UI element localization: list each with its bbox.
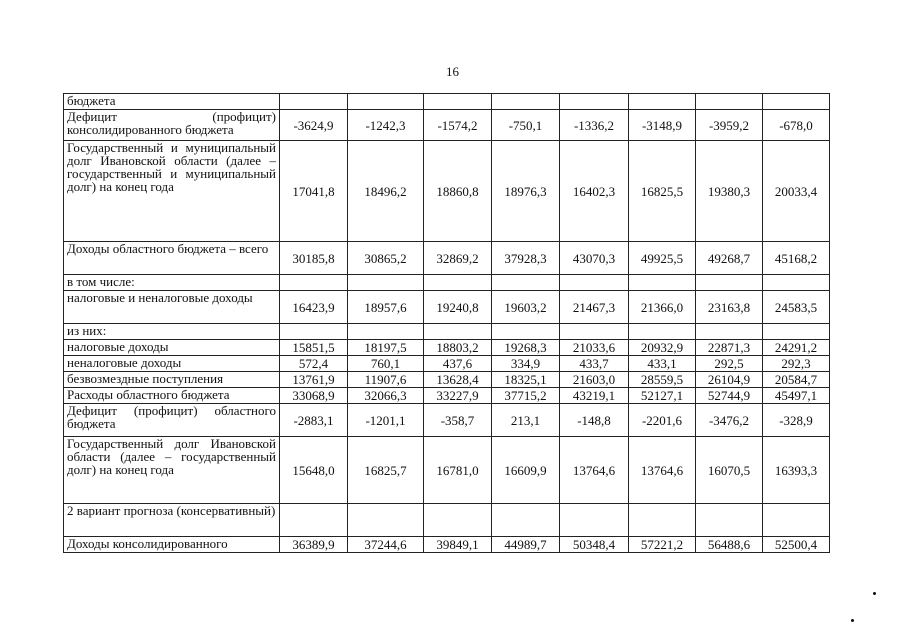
value-cell: 43070,3 [560, 242, 629, 275]
table-row [64, 275, 830, 291]
value-cell: 57221,2 [629, 537, 696, 553]
value-cell: 13764,6 [560, 437, 629, 504]
value-cell: 15851,5 [280, 340, 348, 356]
value-cell: 19603,2 [492, 291, 560, 324]
value-cell [424, 94, 492, 110]
value-cell: 13764,6 [629, 437, 696, 504]
table-row [64, 404, 830, 437]
value-cell: 21467,3 [560, 291, 629, 324]
value-cell: 433,1 [629, 356, 696, 372]
row-label: из них: [64, 324, 280, 340]
value-cell [696, 94, 763, 110]
value-cell: 16423,9 [280, 291, 348, 324]
value-cell [492, 324, 560, 340]
value-cell [696, 324, 763, 340]
value-cell: 433,7 [560, 356, 629, 372]
table-row [64, 537, 830, 553]
value-cell: 18957,6 [348, 291, 424, 324]
value-cell: -1242,3 [348, 110, 424, 141]
table-row [64, 356, 830, 372]
value-cell: 18325,1 [492, 372, 560, 388]
value-cell: 15648,0 [280, 437, 348, 504]
value-cell: -2201,6 [629, 404, 696, 437]
value-cell [348, 94, 424, 110]
value-cell: 19240,8 [424, 291, 492, 324]
value-cell: 334,9 [492, 356, 560, 372]
value-cell: 13628,4 [424, 372, 492, 388]
value-cell [492, 94, 560, 110]
value-cell: 30865,2 [348, 242, 424, 275]
row-label: Государственный и муниципальный долг Ивановской области (далее – государственный и муниципальный долг) на конец года [64, 141, 280, 242]
table-row [64, 388, 830, 404]
value-cell: 52127,1 [629, 388, 696, 404]
value-cell: 45497,1 [763, 388, 830, 404]
value-cell: 16781,0 [424, 437, 492, 504]
value-cell: 33227,9 [424, 388, 492, 404]
value-cell [560, 324, 629, 340]
value-cell [696, 275, 763, 291]
value-cell: 20932,9 [629, 340, 696, 356]
value-cell: 16825,5 [629, 141, 696, 242]
value-cell: 213,1 [492, 404, 560, 437]
value-cell: 50348,4 [560, 537, 629, 553]
value-cell: 36389,9 [280, 537, 348, 553]
scan-speck [851, 619, 854, 622]
value-cell: 33068,9 [280, 388, 348, 404]
table-row [64, 291, 830, 324]
table-row [64, 437, 830, 504]
value-cell: 45168,2 [763, 242, 830, 275]
value-cell [492, 504, 560, 537]
value-cell: -1336,2 [560, 110, 629, 141]
value-cell [763, 275, 830, 291]
value-cell: 572,4 [280, 356, 348, 372]
value-cell: 22871,3 [696, 340, 763, 356]
value-cell: 20584,7 [763, 372, 830, 388]
value-cell [560, 94, 629, 110]
row-label: Дефицит (профицит) консолидированного бюджета [64, 110, 280, 141]
value-cell: 16825,7 [348, 437, 424, 504]
value-cell: -3959,2 [696, 110, 763, 141]
value-cell: -3148,9 [629, 110, 696, 141]
value-cell: 44989,7 [492, 537, 560, 553]
value-cell: 26104,9 [696, 372, 763, 388]
value-cell: 292,5 [696, 356, 763, 372]
value-cell: 52744,9 [696, 388, 763, 404]
table-row [64, 504, 830, 537]
value-cell: 52500,4 [763, 537, 830, 553]
row-label: бюджета [64, 94, 280, 110]
table-row [64, 141, 830, 242]
scan-speck [873, 592, 876, 595]
value-cell [560, 504, 629, 537]
value-cell: -358,7 [424, 404, 492, 437]
value-cell: -2883,1 [280, 404, 348, 437]
row-label: Государственный долг Ивановской области (далее – государственный долг) на конец года [64, 437, 280, 504]
table-row [64, 340, 830, 356]
value-cell: 23163,8 [696, 291, 763, 324]
value-cell: 21366,0 [629, 291, 696, 324]
value-cell [492, 275, 560, 291]
row-label: 2 вариант прогноза (консервативный) [64, 504, 280, 537]
value-cell [629, 504, 696, 537]
value-cell: -1201,1 [348, 404, 424, 437]
value-cell [424, 275, 492, 291]
value-cell: -3624,9 [280, 110, 348, 141]
value-cell: 18803,2 [424, 340, 492, 356]
value-cell [280, 324, 348, 340]
value-cell [424, 324, 492, 340]
row-label: Дефицит (профицит) областного бюджета [64, 404, 280, 437]
value-cell: 16609,9 [492, 437, 560, 504]
value-cell [629, 324, 696, 340]
value-cell: 21033,6 [560, 340, 629, 356]
value-cell: 49268,7 [696, 242, 763, 275]
value-cell: -148,8 [560, 404, 629, 437]
value-cell [280, 275, 348, 291]
value-cell: 56488,6 [696, 537, 763, 553]
value-cell: 37715,2 [492, 388, 560, 404]
value-cell: 32066,3 [348, 388, 424, 404]
value-cell [348, 504, 424, 537]
value-cell: 16393,3 [763, 437, 830, 504]
value-cell [280, 94, 348, 110]
value-cell: 32869,2 [424, 242, 492, 275]
row-label: неналоговые доходы [64, 356, 280, 372]
row-label: Расходы областного бюджета [64, 388, 280, 404]
value-cell [560, 275, 629, 291]
value-cell: 37928,3 [492, 242, 560, 275]
page-number: 16 [446, 64, 459, 79]
value-cell [763, 324, 830, 340]
value-cell: 18860,8 [424, 141, 492, 242]
value-cell [629, 275, 696, 291]
row-label: в том числе: [64, 275, 280, 291]
table-row [64, 110, 830, 141]
value-cell: 39849,1 [424, 537, 492, 553]
row-label: Доходы областного бюджета – всего [64, 242, 280, 275]
table-row [64, 94, 830, 110]
value-cell: 760,1 [348, 356, 424, 372]
value-cell: 19380,3 [696, 141, 763, 242]
value-cell: 49925,5 [629, 242, 696, 275]
value-cell [348, 275, 424, 291]
value-cell [424, 504, 492, 537]
value-cell: 17041,8 [280, 141, 348, 242]
value-cell: -3476,2 [696, 404, 763, 437]
value-cell: 20033,4 [763, 141, 830, 242]
table-row [64, 372, 830, 388]
value-cell: 37244,6 [348, 537, 424, 553]
value-cell: 16070,5 [696, 437, 763, 504]
value-cell: 437,6 [424, 356, 492, 372]
value-cell: 24291,2 [763, 340, 830, 356]
value-cell [629, 94, 696, 110]
row-label: налоговые и неналоговые доходы [64, 291, 280, 324]
value-cell: -750,1 [492, 110, 560, 141]
value-cell: 30185,8 [280, 242, 348, 275]
row-label: Доходы консолидированного [64, 537, 280, 553]
value-cell [280, 504, 348, 537]
value-cell: 18976,3 [492, 141, 560, 242]
value-cell [696, 504, 763, 537]
value-cell [763, 94, 830, 110]
value-cell: -1574,2 [424, 110, 492, 141]
row-label: безвозмездные поступления [64, 372, 280, 388]
value-cell [763, 504, 830, 537]
value-cell: 18496,2 [348, 141, 424, 242]
value-cell: 11907,6 [348, 372, 424, 388]
value-cell: -328,9 [763, 404, 830, 437]
value-cell: 292,3 [763, 356, 830, 372]
value-cell: 13761,9 [280, 372, 348, 388]
value-cell: 18197,5 [348, 340, 424, 356]
value-cell: -678,0 [763, 110, 830, 141]
value-cell [348, 324, 424, 340]
budget-forecast-table [63, 93, 830, 553]
value-cell: 43219,1 [560, 388, 629, 404]
value-cell: 24583,5 [763, 291, 830, 324]
table-row [64, 242, 830, 275]
row-label: налоговые доходы [64, 340, 280, 356]
value-cell: 19268,3 [492, 340, 560, 356]
value-cell: 21603,0 [560, 372, 629, 388]
value-cell: 16402,3 [560, 141, 629, 242]
table-row [64, 324, 830, 340]
value-cell: 28559,5 [629, 372, 696, 388]
